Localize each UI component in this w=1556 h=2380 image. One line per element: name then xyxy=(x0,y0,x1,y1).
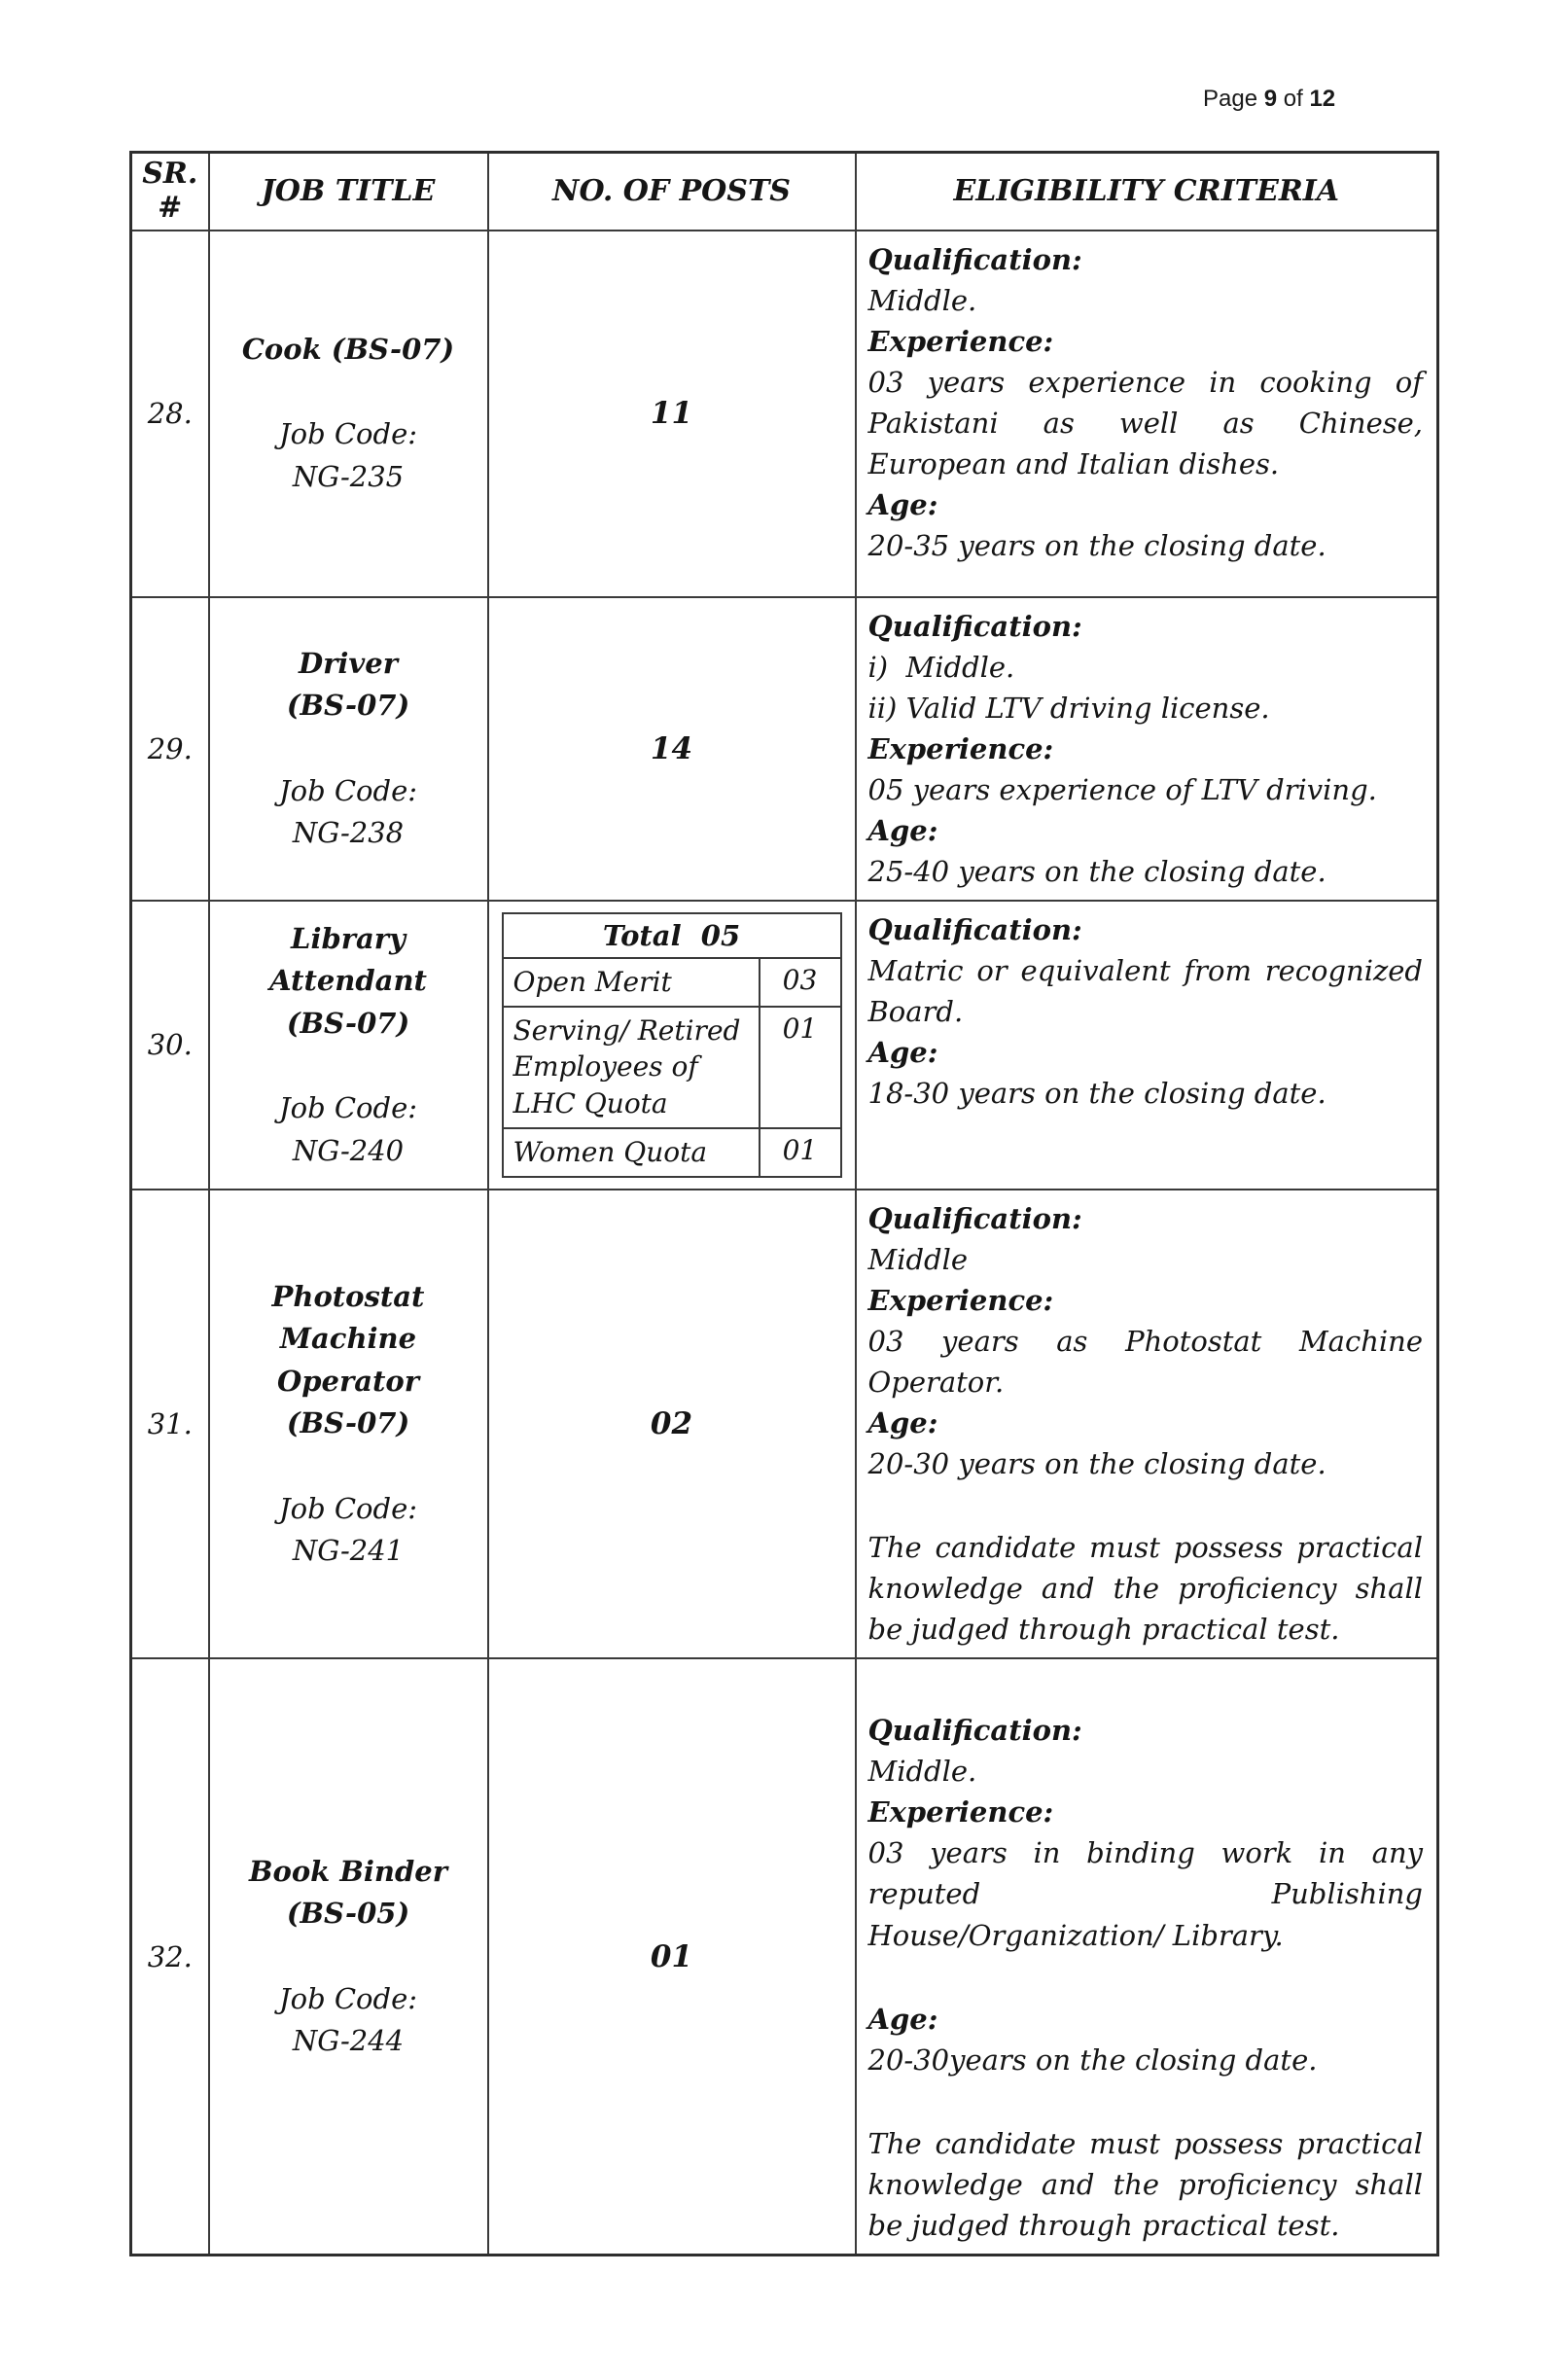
eligibility-heading: Qualification: xyxy=(867,1714,1082,1748)
job-title xyxy=(220,643,477,728)
quota-row xyxy=(503,1007,841,1128)
posts-count: 11 xyxy=(650,396,693,431)
job-code-label: Job Code: xyxy=(278,773,417,807)
table-row xyxy=(131,1190,1438,1658)
job-code-value: NG-238 xyxy=(292,816,405,850)
job-code-block xyxy=(220,1978,477,2063)
eligibility-justify: 03 years in binding work in any reputed Publishing House/Organization/ Library. xyxy=(867,1836,1423,1952)
eligibility-normal: 18-30 years on the closing date. xyxy=(867,1077,1326,1111)
job-code-label: Job Code: xyxy=(278,1491,417,1525)
job-code-value: NG-244 xyxy=(292,2024,405,2058)
eligibility-cell xyxy=(856,231,1438,597)
eligibility-heading: Qualification: xyxy=(867,609,1082,643)
job-title-cell xyxy=(209,231,488,597)
quota-value: 01 xyxy=(760,1007,841,1128)
eligibility-gap xyxy=(868,1956,1424,1999)
job-title-line: Book Binder xyxy=(248,1854,447,1888)
job-title-line: Operator xyxy=(276,1364,420,1398)
page-number-header xyxy=(1203,86,1335,113)
job-title xyxy=(220,1276,477,1445)
eligibility-heading: Experience: xyxy=(867,731,1054,765)
job-title-cell xyxy=(209,597,488,901)
job-code-value: NG-241 xyxy=(292,1534,405,1568)
eligibility-normal: 25-40 years on the closing date. xyxy=(867,854,1326,888)
eligibility-heading: Experience: xyxy=(867,1283,1054,1317)
eligibility-normal: Middle. xyxy=(867,1755,977,1789)
job-title-line: Photostat xyxy=(271,1279,425,1313)
page-word: Page xyxy=(1203,86,1258,112)
job-title-line: Driver xyxy=(298,646,399,680)
posts-count: 01 xyxy=(650,1938,693,1974)
posts-cell xyxy=(488,901,856,1190)
eligibility-gap xyxy=(868,2080,1424,2123)
job-title-cell xyxy=(209,1658,488,2255)
job-code-value: NG-235 xyxy=(292,459,405,493)
job-code-block xyxy=(220,413,477,498)
eligibility-heading: Qualification: xyxy=(867,242,1082,276)
eligibility-heading: Experience: xyxy=(867,324,1054,358)
job-title-line: (BS-05) xyxy=(286,1897,410,1931)
job-title-line: (BS-07) xyxy=(286,1006,410,1040)
eligibility-normal: 20-30 years on the closing date. xyxy=(867,1447,1326,1481)
eligibility-normal: 05 years experience of LTV driving. xyxy=(867,772,1377,806)
posts-cell xyxy=(488,1190,856,1658)
eligibility-justify: Matric or equivalent from recognized Board. xyxy=(867,953,1423,1028)
eligibility-heading: Qualification: xyxy=(867,1201,1082,1235)
posts-quota-table xyxy=(502,912,842,1178)
job-title xyxy=(220,918,477,1046)
eligibility-cell xyxy=(856,1658,1438,2255)
sr-number: 28. xyxy=(131,231,209,597)
eligibility-normal: ii) Valid LTV driving license. xyxy=(867,691,1270,725)
eligibility-cell xyxy=(856,1190,1438,1658)
quota-header-row xyxy=(503,913,841,958)
posts-cell xyxy=(488,1658,856,2255)
col-header-sr xyxy=(131,153,209,231)
job-title xyxy=(220,1851,477,1936)
job-title-cell xyxy=(209,901,488,1190)
of-word: of xyxy=(1283,86,1303,112)
eligibility-heading: Age: xyxy=(867,813,938,847)
posts-count: 02 xyxy=(650,1406,693,1442)
table-head xyxy=(131,153,1438,231)
job-table-body xyxy=(131,231,1438,2256)
job-code-block xyxy=(220,1087,477,1172)
eligibility-normal: Middle. xyxy=(867,283,977,317)
eligibility-cell xyxy=(856,597,1438,901)
job-title xyxy=(220,329,477,372)
eligibility-heading: Age: xyxy=(867,1035,938,1069)
eligibility-heading: Age: xyxy=(867,487,938,521)
job-title-cell xyxy=(209,1190,488,1658)
eligibility-justify: The candidate must possess practical knowledge and the proficiency shall be judged through practical test. xyxy=(867,2126,1423,2242)
eligibility-heading: Age: xyxy=(867,1406,938,1440)
quota-row xyxy=(503,958,841,1007)
sr-number: 32. xyxy=(131,1658,209,2255)
job-code-block xyxy=(220,770,477,855)
eligibility-gap xyxy=(868,1484,1424,1527)
table-row xyxy=(131,1658,1438,2255)
col-header-job-title: JOB TITLE xyxy=(209,153,488,231)
job-title-line: Library xyxy=(291,921,406,955)
quota-label: Serving/ Retired Employees of LHC Quota xyxy=(503,1007,760,1128)
eligibility-justify: 03 years experience in cooking of Pakistani as well as Chinese, European and Italian dishes. xyxy=(867,365,1423,480)
table-row xyxy=(131,901,1438,1190)
page-total: 12 xyxy=(1309,86,1336,112)
col-header-posts: NO. OF POSTS xyxy=(488,153,856,231)
sr-number: 31. xyxy=(131,1190,209,1658)
posts-cell xyxy=(488,597,856,901)
posts-cell xyxy=(488,231,856,597)
quota-label: Women Quota xyxy=(503,1128,760,1177)
posts-quota-table-body xyxy=(503,913,841,1177)
eligibility-normal: i) Middle. xyxy=(867,650,1015,684)
job-code-label: Job Code: xyxy=(278,417,417,451)
job-vacancies-table xyxy=(129,151,1439,2256)
eligibility-heading: Experience: xyxy=(867,1795,1054,1829)
eligibility-justify: 03 years as Photostat Machine Operator. xyxy=(867,1324,1423,1400)
eligibility-normal: Middle xyxy=(867,1242,969,1276)
job-title-line: Machine xyxy=(279,1322,417,1356)
job-title-line: (BS-07) xyxy=(286,689,410,723)
table-row xyxy=(131,231,1438,597)
job-code-label: Job Code: xyxy=(278,1981,417,2015)
job-title-line: Cook (BS-07) xyxy=(241,332,455,366)
col-header-sr-line1: SR. xyxy=(142,157,198,192)
eligibility-justify: The candidate must possess practical knowledge and the proficiency shall be judged through practical test. xyxy=(867,1531,1423,1647)
quota-row xyxy=(503,1128,841,1177)
job-title-line: (BS-07) xyxy=(286,1406,410,1440)
page-number: 9 xyxy=(1263,86,1278,112)
job-code-label: Job Code: xyxy=(278,1091,417,1125)
eligibility-normal: 20-30years on the closing date. xyxy=(867,2043,1318,2077)
eligibility-normal: 20-35 years on the closing date. xyxy=(867,528,1326,562)
header-row xyxy=(131,153,1438,231)
eligibility-heading: Qualification: xyxy=(867,912,1082,946)
quota-value: 03 xyxy=(760,958,841,1007)
col-header-eligibility: ELIGIBILITY CRITERIA xyxy=(856,153,1438,231)
quota-value: 01 xyxy=(760,1128,841,1177)
job-title-line: Attendant xyxy=(269,964,427,998)
sr-number: 30. xyxy=(131,901,209,1190)
quota-total: Total 05 xyxy=(503,913,841,958)
eligibility-gap xyxy=(868,1667,1424,1710)
job-code-block xyxy=(220,1488,477,1573)
table-row xyxy=(131,597,1438,901)
col-header-sr-line2: # xyxy=(158,190,183,225)
eligibility-cell xyxy=(856,901,1438,1190)
quota-label: Open Merit xyxy=(503,958,760,1007)
posts-count: 14 xyxy=(650,730,693,766)
eligibility-heading: Age: xyxy=(867,2002,938,2036)
job-code-value: NG-240 xyxy=(292,1133,405,1167)
sr-number: 29. xyxy=(131,597,209,901)
